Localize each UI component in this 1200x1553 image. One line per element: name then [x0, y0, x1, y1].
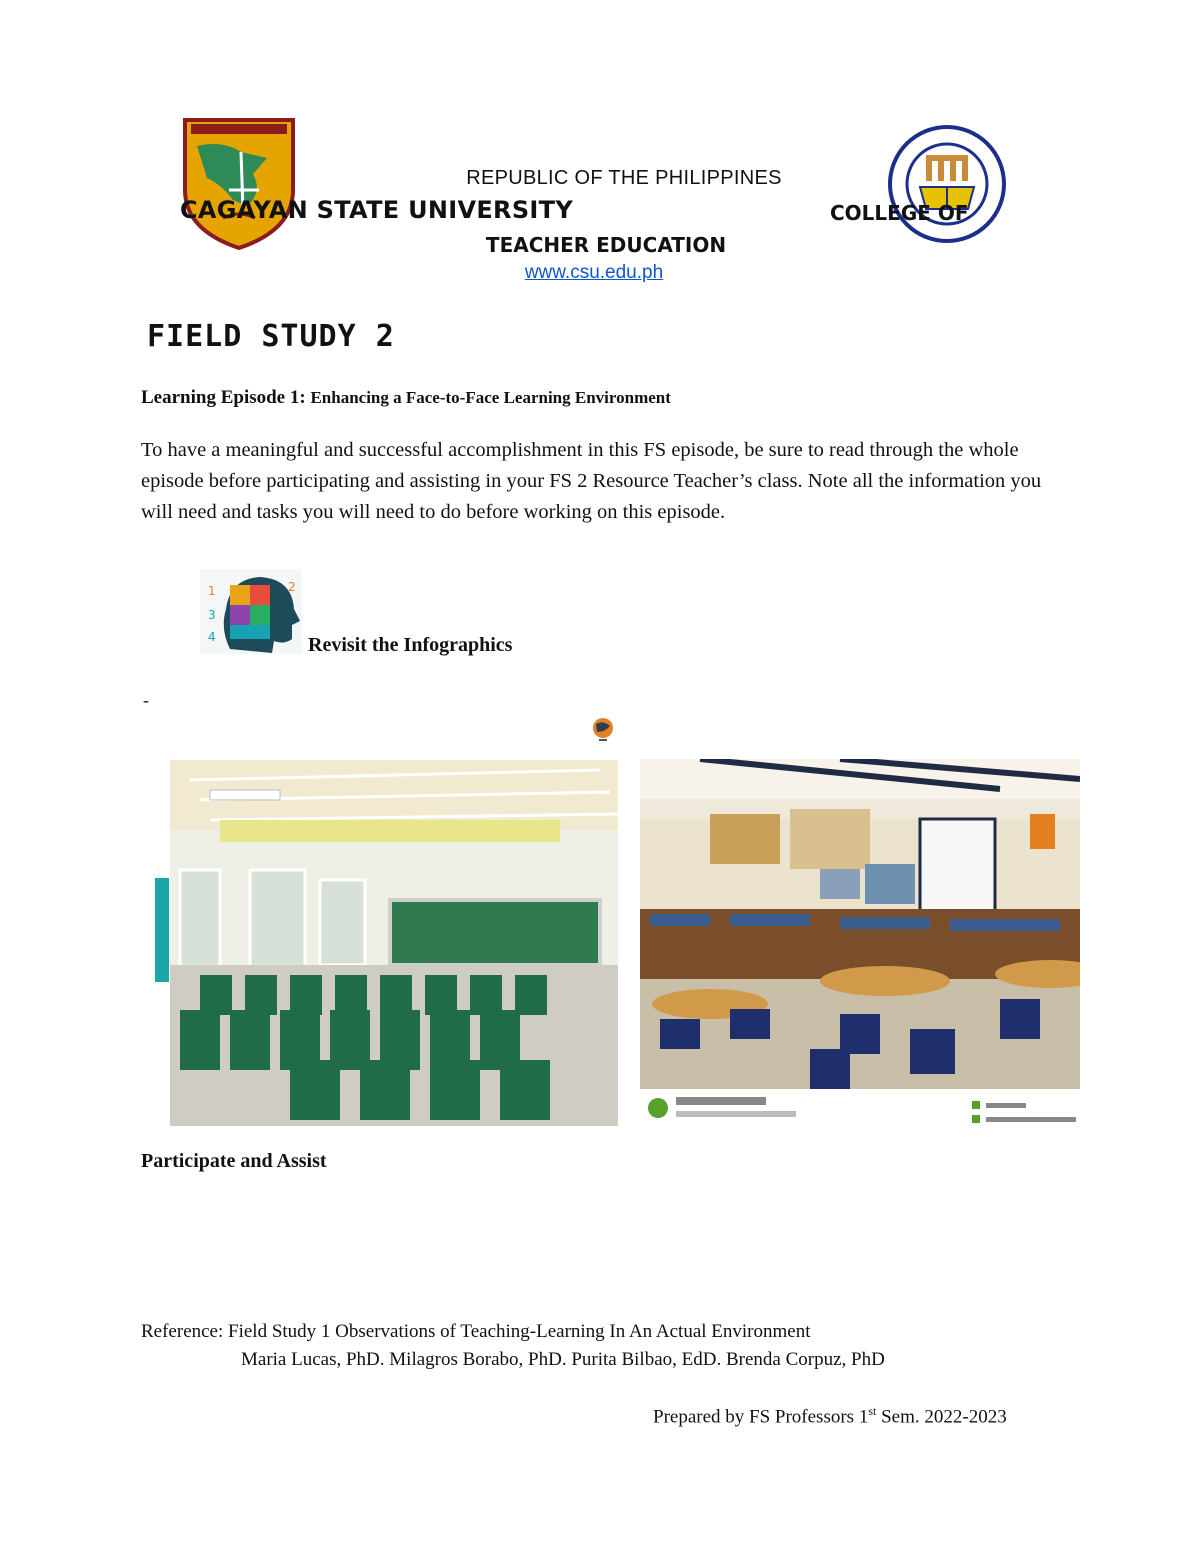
intro-paragraph: To have a meaningful and successful accomplishment in this FS episode, be sure to read through the whole episode before participating and assisting in your FS 2 Resource Teacher’s class. Note all the information you will need and tasks you will need to do before working on this episode.: [141, 439, 1042, 523]
globe-icon: [591, 714, 615, 744]
republic-heading: REPUBLIC OF THE PHILIPPINES: [466, 167, 782, 189]
svg-text:3: 3: [208, 608, 216, 622]
dash-marker: -: [143, 690, 149, 710]
college-of-label: COLLEGE OF: [830, 201, 969, 225]
classroom-photo: [170, 760, 618, 1126]
prepared-before: Prepared by FS Professors 1: [653, 1406, 869, 1428]
episode-label: Learning Episode 1:: [141, 387, 306, 408]
svg-text:2: 2: [288, 580, 296, 594]
infographic-head-icon: [200, 569, 302, 654]
prepared-sup: st: [868, 1404, 877, 1418]
prepared-after: Sem. 2022-2023: [876, 1406, 1007, 1428]
svg-text:1: 1: [208, 584, 216, 598]
revisit-infographics-heading: Revisit the Infographics: [308, 634, 513, 656]
university-name: CAGAYAN STATE UNIVERSITY: [180, 196, 574, 224]
teacher-education-label: TEACHER EDUCATION: [485, 233, 727, 257]
side-decoration-strip: [155, 878, 169, 982]
episode-name: Enhancing a Face-to-Face Learning Environment: [310, 388, 671, 407]
reference-line-2: Maria Lucas, PhD. Milagros Borabo, PhD. Purita Bilbao, EdD. Brenda Corpuz, PhD: [241, 1349, 885, 1370]
episode-heading: [141, 387, 671, 409]
participate-assist-heading: Participate and Assist: [141, 1150, 327, 1172]
page-title: FIELD STUDY 2: [147, 319, 395, 354]
reference-line-1: Reference: Field Study 1 Observations of Teaching-Learning In An Actual Environment: [141, 1321, 811, 1342]
prepared-by-footer: [653, 1404, 1007, 1428]
svg-text:4: 4: [208, 630, 216, 644]
library-classroom-photo: [640, 759, 1080, 1127]
website-link[interactable]: www.csu.edu.ph: [524, 262, 664, 283]
